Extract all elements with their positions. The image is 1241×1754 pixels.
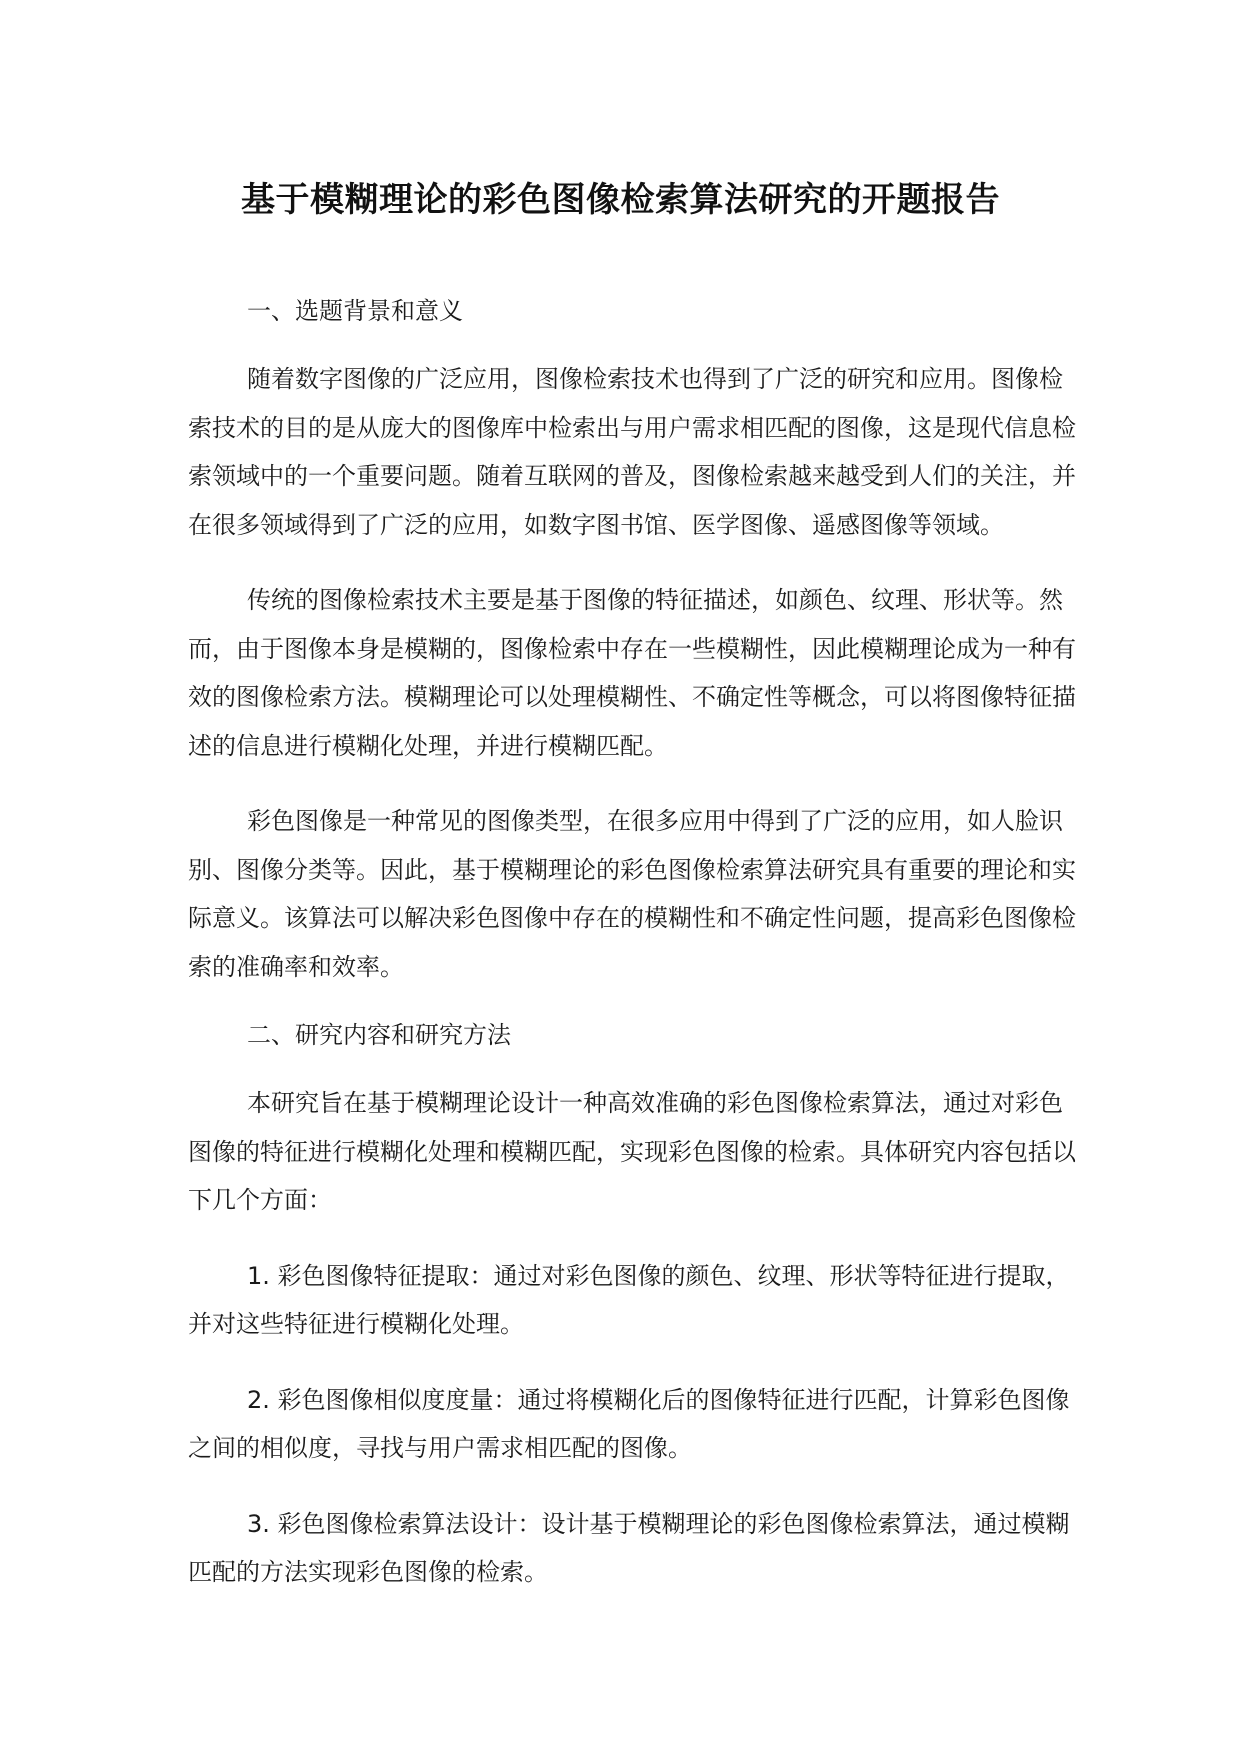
paragraph-research-intro: 本研究旨在基于模糊理论设计一种高效准确的彩色图像检索算法，通过对彩色图像的特征进行模糊化处理和模糊匹配，实现彩色图像的检索。具体研究内容包括以下几个方面： — [188, 1089, 1076, 1214]
list-item-feature-extraction: 1. 彩色图像特征提取：通过对彩色图像的颜色、纹理、形状等特征进行提取，并对这些特征进行模糊化处理。 — [188, 1261, 1070, 1338]
document-body — [188, 294, 1080, 1624]
list-item-similarity-measure: 2. 彩色图像相似度度量：通过将模糊化后的图像特征进行匹配，计算彩色图像之间的相似度，寻找与用户需求相匹配的图像。 — [188, 1385, 1070, 1462]
section-heading-research: 二、研究内容和研究方法 — [247, 1021, 511, 1049]
paragraph-background-3: 彩色图像是一种常见的图像类型，在很多应用中得到了广泛的应用，如人脸识别、图像分类等。因此，基于模糊理论的彩色图像检索算法研究具有重要的理论和实际意义。该算法可以解决彩色图像中存在的模糊性和不确定性问题，提高彩色图像检索的准确率和效率。 — [188, 807, 1076, 981]
document-title: 基于模糊理论的彩色图像检索算法研究的开题报告 — [241, 180, 1000, 220]
list-item-algorithm-design: 3. 彩色图像检索算法设计：设计基于模糊理论的彩色图像检索算法，通过模糊匹配的方法实现彩色图像的检索。 — [188, 1509, 1070, 1586]
section-heading-background: 一、选题背景和意义 — [247, 297, 463, 325]
paragraph-background-2: 传统的图像检索技术主要是基于图像的特征描述，如颜色、纹理、形状等。然而，由于图像本身是模糊的，图像检索中存在一些模糊性，因此模糊理论成为一种有效的图像检索方法。模糊理论可以处理模糊性、不确定性等概念，可以将图像特征描述的信息进行模糊化处理，并进行模糊匹配。 — [188, 586, 1076, 760]
paragraph-background-1: 随着数字图像的广泛应用，图像检索技术也得到了广泛的研究和应用。图像检索技术的目的是从庞大的图像库中检索出与用户需求相匹配的图像，这是现代信息检索领域中的一个重要问题。随着互联网的普及，图像检索越来越受到人们的关注，并在很多领域得到了广泛的应用，如数字图书馆、医学图像、遥感图像等领域。 — [188, 365, 1076, 539]
